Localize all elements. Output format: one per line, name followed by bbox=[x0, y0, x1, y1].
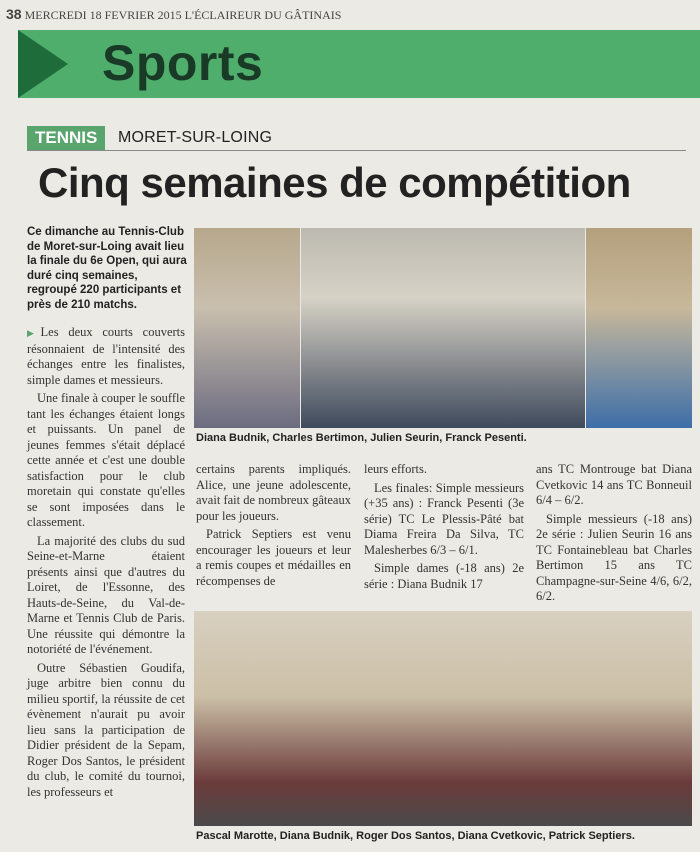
column-1 bbox=[27, 325, 185, 803]
column-3 bbox=[364, 462, 524, 595]
photo-group bbox=[194, 611, 692, 826]
section-arrow-icon bbox=[18, 30, 68, 98]
paragraph: Simple dames (-18 ans) 2e série : Diana Budnik 17 bbox=[364, 561, 524, 591]
paragraph: ans TC Montrouge bat Diana Cvetkovic 14 ans TC Bonneuil 6/4 – 6/2. bbox=[536, 462, 692, 507]
column-2 bbox=[196, 462, 351, 592]
paragraph: Patrick Septiers est venu encourager les joueurs et leur a remis coupes et médailles en récompenses de bbox=[196, 527, 351, 588]
kicker-place: MORET-SUR-LOING bbox=[118, 129, 273, 146]
paragraph: certains parents impliqués. Alice, une jeune adolescente, avait fait de nombreux gâteaux pour les joueurs. bbox=[196, 462, 351, 523]
page-number: 38 bbox=[6, 6, 22, 22]
paragraph: Les finales: Simple messieurs (+35 ans) : Franck Pesenti (3e série) TC Le Plessis-Pâté bat Diama Freira Da Silva, TC Malesherbes 6/3 – 6/1. bbox=[364, 480, 524, 557]
date-line: MERCREDI 18 FEVRIER 2015 L'ÉCLAIREUR DU GÂTINAIS bbox=[24, 8, 342, 22]
paragraph: Outre Sébastien Goudifa, juge arbitre bien connu du milieu sportif, la réussite de cet évènement n'aurait pu avoir lieu sans la participation de Didier président de la Sepam, Roger Dos Santos, le président du club, le comité du tournoi, les professeurs et bbox=[27, 660, 185, 799]
paragraph: La majorité des clubs du sud Seine-et-Marne étaient présents ainsi que d'autres du Loiret, de l'Essonne, des Hauts-de-Seine, du Val-de-Marne et Tennis Club de Paris. Une réussite qui démontre la notoriété de l'événement. bbox=[27, 533, 185, 656]
lead-paragraph: Ce dimanche au Tennis-Club de Moret-sur-Loing avait lieu la finale du 6e Open, qui aura duré cinq semaines, regroupé 220 participants et près de 210 matchs. bbox=[27, 226, 187, 311]
page-header bbox=[6, 6, 696, 24]
kicker-tag: TENNIS bbox=[27, 126, 105, 150]
paragraph: ▶ Les deux courts couverts résonnaient de l'intensité des échanges entre les finalistes, simple dames et messieurs. bbox=[27, 325, 185, 388]
paragraph: leurs efforts. bbox=[364, 462, 427, 476]
caption-top: Diana Budnik, Charles Bertimon, Julien Seurin, Franck Pesenti. bbox=[196, 432, 527, 444]
caption-bottom: Pascal Marotte, Diana Budnik, Roger Dos Santos, Diana Cvetkovic, Patrick Septiers. bbox=[196, 830, 635, 842]
section-title: Sports bbox=[102, 35, 264, 91]
column-4 bbox=[536, 462, 692, 608]
paragraph: Simple messieurs (-18 ans) 2e série : Julien Seurin 16 ans TC Fontainebleau bat Charles Bertimon 15 ans TC Champagne-sur-Seine 4/6, 6/2, 6/2. bbox=[536, 511, 692, 603]
photo-diana-budnik bbox=[194, 228, 300, 428]
headline: Cinq semaines de compétition bbox=[38, 159, 631, 206]
paragraph: Une finale à couper le souffle tant les échanges étaient longs et puissants. Un panel de jeunes femmes s'était déplacé cette année et c'est une double satisfaction pour le club moretain qui constate qu'elles se sont imposées dans le classement. bbox=[27, 391, 185, 529]
photo-franck-pesenti bbox=[586, 228, 692, 428]
photo-bertimon-seurin bbox=[301, 228, 585, 428]
